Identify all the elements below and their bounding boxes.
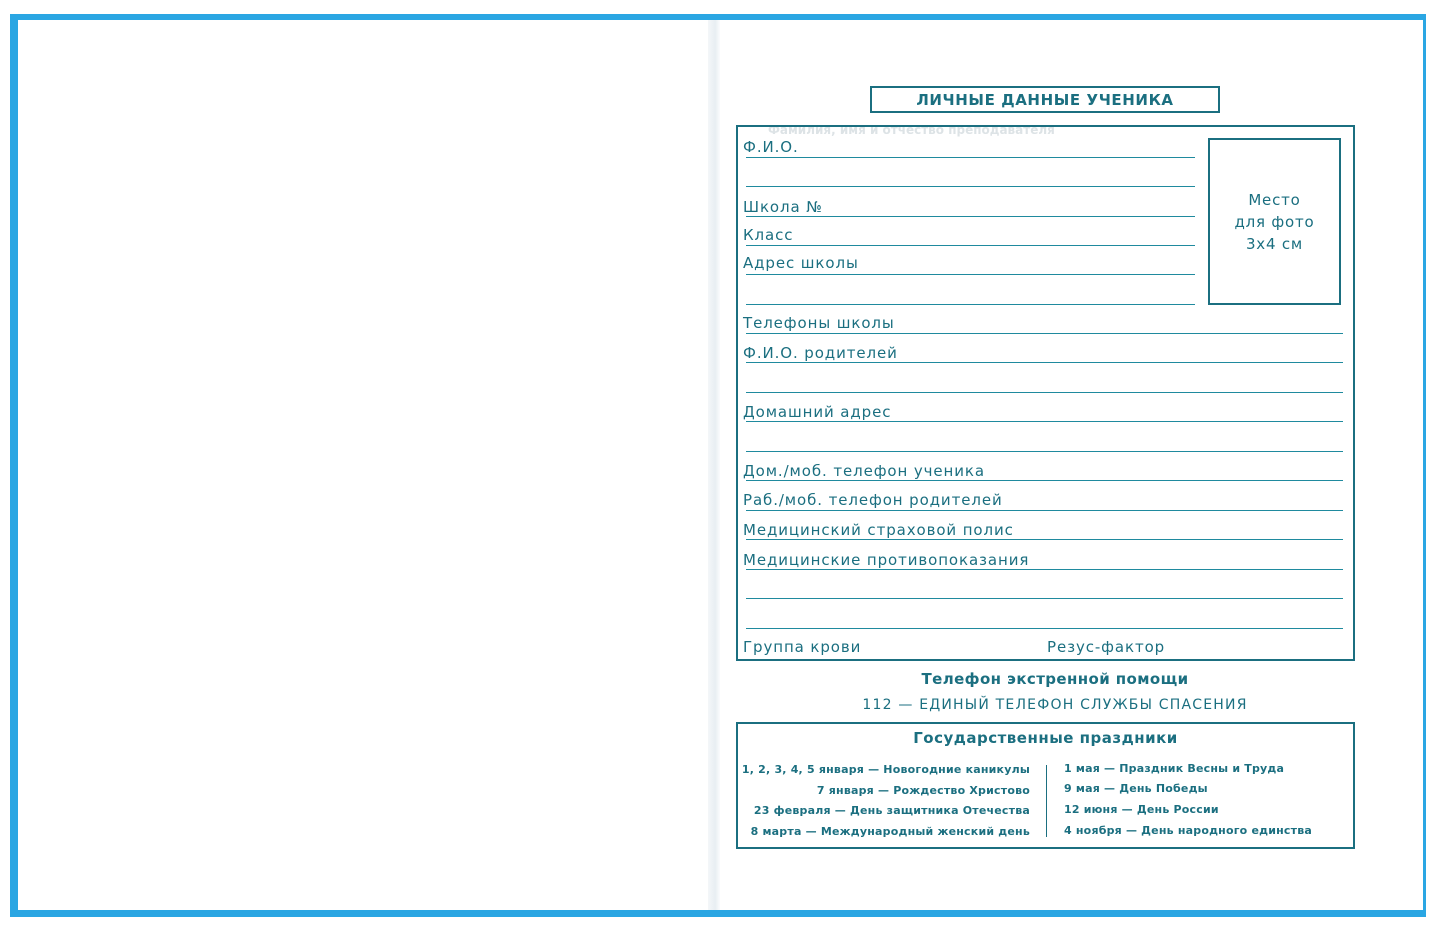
write-line [746, 304, 1195, 305]
write-line [746, 598, 1343, 599]
holiday-item: 23 февраля — День защитника Отечества [753, 804, 1030, 817]
label-blood-group: Группа крови [743, 638, 862, 656]
label-home-address: Домашний адрес [743, 403, 892, 421]
write-line [746, 186, 1195, 187]
label-rhesus: Резус-фактор [1047, 638, 1166, 656]
emergency-number: 112 — ЕДИНЫЙ ТЕЛЕФОН СЛУЖБЫ СПАСЕНИЯ [862, 697, 1248, 713]
write-line [746, 510, 1343, 511]
write-line [746, 333, 1343, 334]
holiday-item: 7 января — Рождество Христово [816, 784, 1030, 797]
write-line [746, 216, 1195, 217]
holiday-item: 1, 2, 3, 4, 5 января — Новогодние каникулы [741, 763, 1030, 776]
label-insurance: Медицинский страховой полис [743, 521, 1014, 539]
label-school-no: Школа № [743, 198, 823, 216]
write-line [746, 539, 1343, 540]
holiday-item: 9 мая — День Победы [1064, 782, 1208, 795]
book-gutter [708, 20, 720, 910]
left-blank-page [18, 20, 708, 910]
holidays-title: Государственные праздники [913, 729, 1178, 747]
label-class: Класс [743, 226, 794, 244]
label-school-address: Адрес школы [743, 254, 859, 272]
right-page [720, 20, 1423, 910]
photo-placeholder [1208, 138, 1341, 305]
holiday-item: 1 мая — Праздник Весны и Труда [1064, 762, 1285, 775]
label-parents-fio: Ф.И.О. родителей [743, 344, 898, 362]
holiday-item: 12 июня — День России [1064, 803, 1219, 816]
write-line [746, 392, 1343, 393]
card-title: ЛИЧНЫЕ ДАННЫЕ УЧЕНИКА [870, 86, 1220, 113]
write-line [746, 274, 1195, 275]
write-line [746, 245, 1195, 246]
holiday-item: 4 ноября — День народного единства [1064, 824, 1312, 837]
photo-line-1: Место [1248, 190, 1301, 209]
holiday-item: 8 марта — Международный женский день [750, 825, 1030, 838]
write-line [746, 451, 1343, 452]
photo-line-3: 3x4 см [1245, 234, 1304, 253]
label-student-phone: Дом./моб. телефон ученика [743, 462, 985, 480]
write-line [746, 362, 1343, 363]
write-line [746, 480, 1343, 481]
write-line [746, 569, 1343, 570]
label-contraindications: Медицинские противопоказания [743, 551, 1030, 569]
write-line [746, 628, 1343, 629]
write-line [746, 421, 1343, 422]
holidays-divider [1046, 765, 1047, 837]
show-through-text: Фамилия, имя и отчество преподавателя [768, 123, 1055, 137]
label-parents-phone: Раб./моб. телефон родителей [743, 491, 1003, 509]
write-line [746, 157, 1195, 158]
label-school-phones: Телефоны школы [743, 314, 895, 332]
label-fio: Ф.И.О. [743, 138, 799, 156]
emergency-title: Телефон экстренной помощи [921, 670, 1189, 688]
photo-line-2: для фото [1234, 212, 1315, 231]
